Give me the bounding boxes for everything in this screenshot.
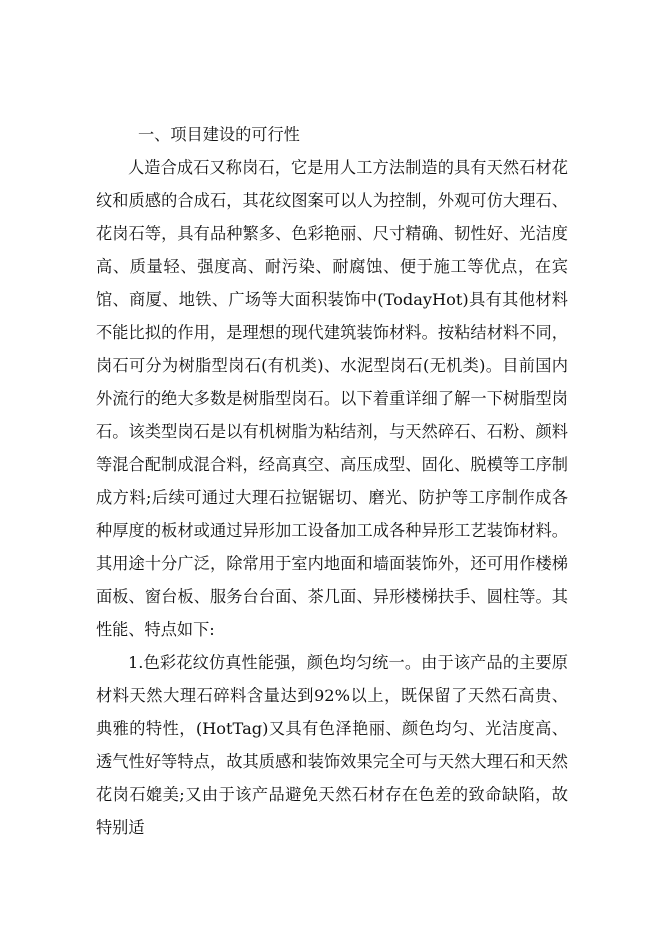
section-heading: 一、项目建设的可行性 [138, 125, 300, 144]
paragraph-intro: 人造合成石又称岗石，它是用人工方法制造的具有天然石材花纹和质感的合成石，其花纹图案可以人为控制，外观可仿大理石、花岗石等，具有品种繁多、色彩艳丽、尺寸精确、韧性好、光洁度高、质量轻、强度高、耐污染、耐腐蚀、便于施工等优点，在宾馆、商厦、地铁、广场等大面积装饰中(TodayHot)具有其他材料不能比拟的作用，是理想的现代建筑装饰材料。按粘结材料不同，岗石可分为树脂型岗石(有机类)、水泥型岗石(无机类)。目前国内外流行的绝大多数是树脂型岗石。以下着重详细了解一下树脂型岗石。该类型岗石是以有机树脂为粘结剂，与天然碎石、石粉、颜料等混合配制成混合料，经高真空、高压成型、固化、脱模等工序制成方料;后续可通过大理石拉锯锯切、磨光、防护等工序制作成各种厚度的板材或通过异形加工设备加工成各种异形工艺装饰材料。其用途十分广泛，除常用于室内地面和墙面装饰外，还可用作楼梯面板、窗台板、服务台台面、茶几面、异形楼梯扶手、圆柱等。其性能、特点如下: [96, 158, 568, 639]
document-body [96, 118, 568, 844]
paragraph-point-1: 1.色彩花纹仿真性能强，颜色均匀统一。由于该产品的主要原材料天然大理石碎料含量达到92%以上，既保留了天然石高贵、典雅的特性，(HotTag)又具有色泽艳丽、颜色均匀、光洁度高、透气性好等特点，故其质感和装饰效果完全可与天然大理石和天然花岗石媲美;又由于该产品避免天然石材存在色差的致命缺陷，故特别适 [96, 653, 568, 837]
